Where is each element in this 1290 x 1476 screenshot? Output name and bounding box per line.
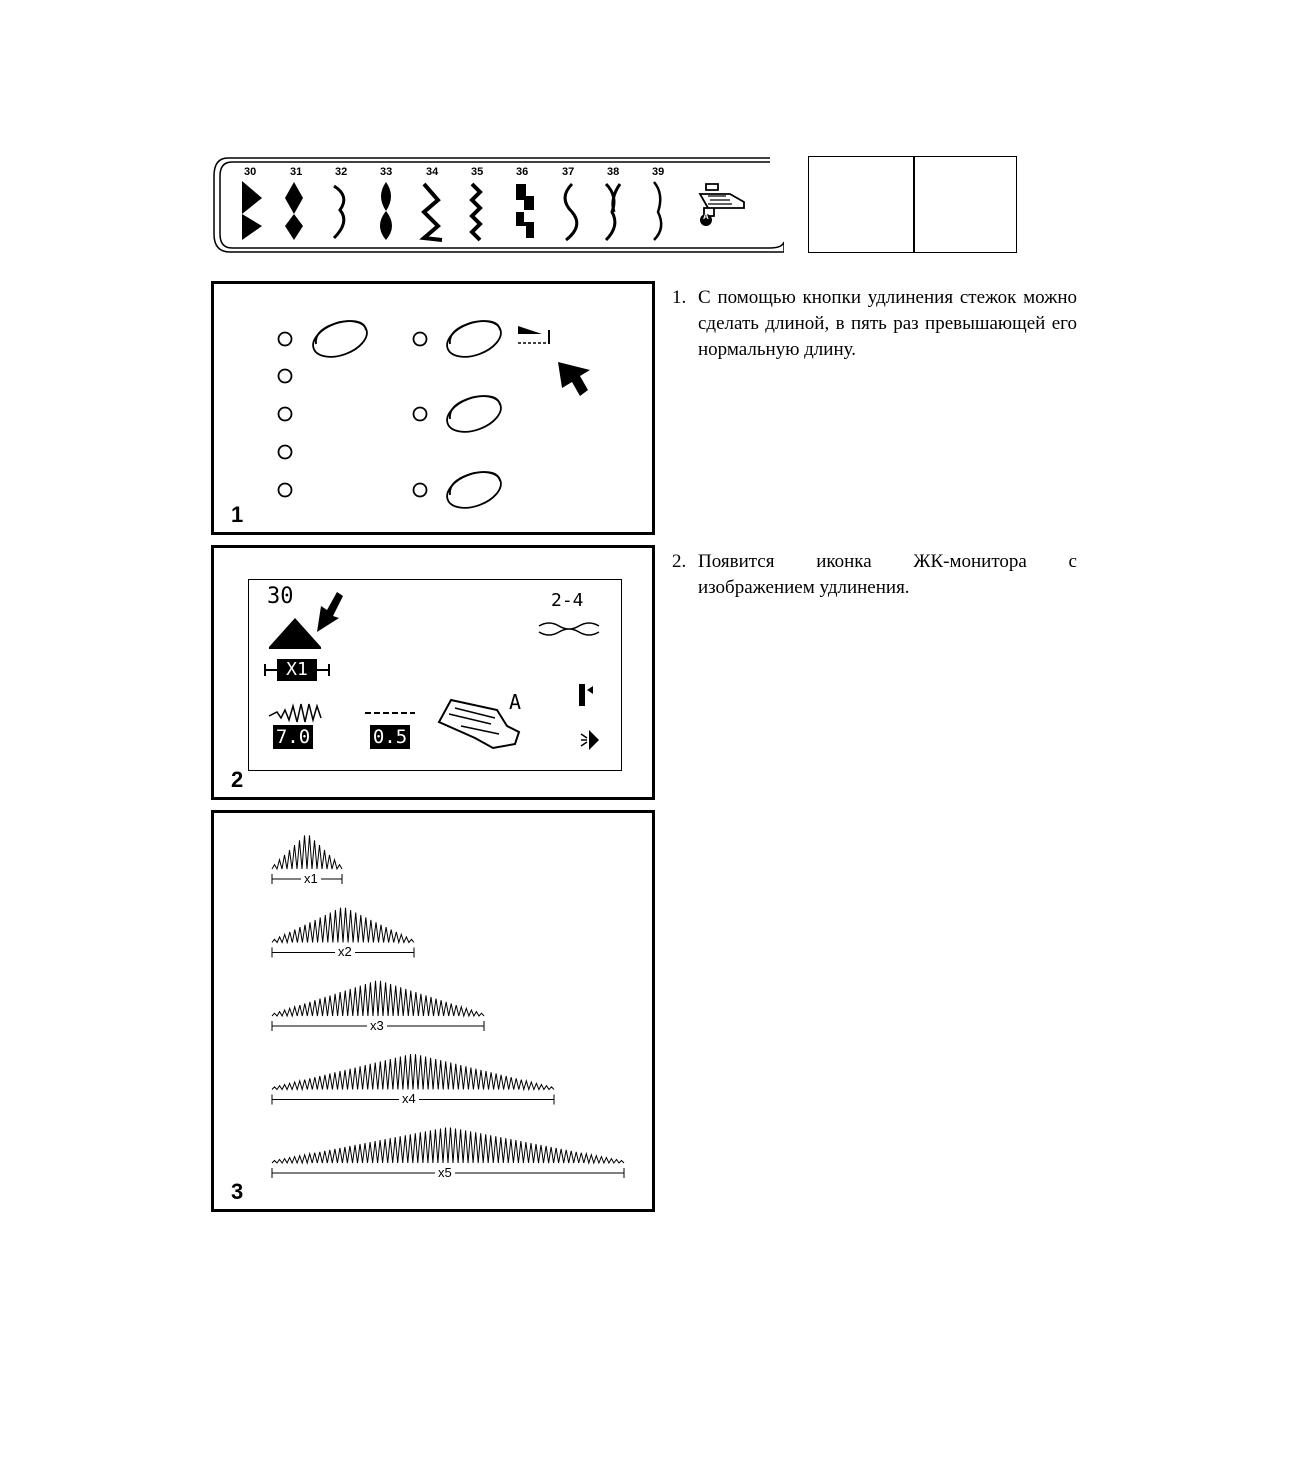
lcd-speed-icon <box>581 730 599 750</box>
stitch-number: 33 <box>380 166 393 178</box>
stitch-31-icon <box>285 182 303 240</box>
elongated-stitch-pattern <box>272 981 484 1016</box>
elongated-stitch-pattern <box>272 835 342 869</box>
stitch-number: 39 <box>652 166 665 178</box>
stitch-36-icon <box>516 184 534 238</box>
stitch-34-icon <box>424 184 442 240</box>
stitch-32-icon <box>334 186 344 238</box>
figure-panel-1 <box>211 281 655 535</box>
multiplier-label: x5 <box>435 1165 455 1180</box>
lcd-length-value: 0.5 <box>370 725 410 749</box>
lcd-arrow-icon <box>317 592 343 632</box>
stitch-number: 32 <box>335 166 348 178</box>
stitch-number: 38 <box>607 166 620 178</box>
elongation-symbol-icon <box>518 326 549 344</box>
stitch-number: 37 <box>562 166 575 178</box>
stitch-number: 35 <box>471 166 484 178</box>
lcd-width-icon <box>269 704 321 722</box>
multiplier-label: x1 <box>301 871 321 886</box>
elongated-stitch-pattern <box>272 1054 554 1089</box>
figure-panel-3 <box>211 810 655 1212</box>
pointer-arrow-icon <box>558 362 590 396</box>
elongated-stitch-pattern <box>272 908 414 943</box>
panel-label: 3 <box>231 1179 244 1204</box>
lcd-needle-up-icon <box>579 684 593 706</box>
panel-label: 1 <box>231 502 244 527</box>
figure-panel-2 <box>211 545 655 800</box>
stitch-35-icon <box>472 184 480 240</box>
stitch-number: 31 <box>290 166 303 178</box>
lcd-stitch-icon <box>269 618 321 647</box>
lcd-screen <box>248 579 622 771</box>
stitch-30-icon <box>242 181 262 240</box>
stitch-39-icon <box>654 182 661 240</box>
table-divider <box>913 157 915 252</box>
lcd-elongation-indicator: X1 <box>277 659 317 681</box>
lcd-width-value: 7.0 <box>273 725 313 749</box>
stitch-33-icon <box>380 182 392 240</box>
stitch-38-icon <box>606 184 620 240</box>
step-2 <box>672 549 1077 601</box>
multiplier-label: x3 <box>367 1018 387 1033</box>
stitch-number: 36 <box>516 166 529 178</box>
elongation-levels-illustration <box>214 813 652 1209</box>
lcd-tension-icon <box>539 623 599 635</box>
empty-table-box <box>808 156 1017 253</box>
lcd-graphics <box>249 580 621 770</box>
step-number: 2. <box>672 551 687 572</box>
step-1 <box>672 285 1077 363</box>
step-text: С помощью кнопки удлинения стежок можно сделать длиной, в пять раз превышающей его нормальную длину. <box>698 287 1077 360</box>
stitch-number: 34 <box>426 166 439 178</box>
stitch-numbers-row <box>0 0 709 221</box>
multiplier-label: x2 <box>335 944 355 959</box>
panel-label: 2 <box>231 767 244 792</box>
lcd-pattern-number: 30 <box>267 584 294 609</box>
control-panel-illustration <box>214 284 652 532</box>
foot-letter: A <box>703 212 709 221</box>
button-ovals <box>308 314 506 514</box>
lcd-tension-value: 2-4 <box>551 590 584 611</box>
lcd-foot-letter: A <box>509 690 522 714</box>
elongated-stitch-pattern <box>272 1128 624 1164</box>
step-number: 1. <box>672 287 687 308</box>
stitch-37-icon <box>565 184 577 240</box>
lcd-presser-foot-icon <box>439 700 519 748</box>
multiplier-label: x4 <box>399 1091 419 1106</box>
step-text: Появится иконка ЖК-монитора с изображением удлинения. <box>698 551 1077 598</box>
stitch-number: 30 <box>244 166 257 178</box>
